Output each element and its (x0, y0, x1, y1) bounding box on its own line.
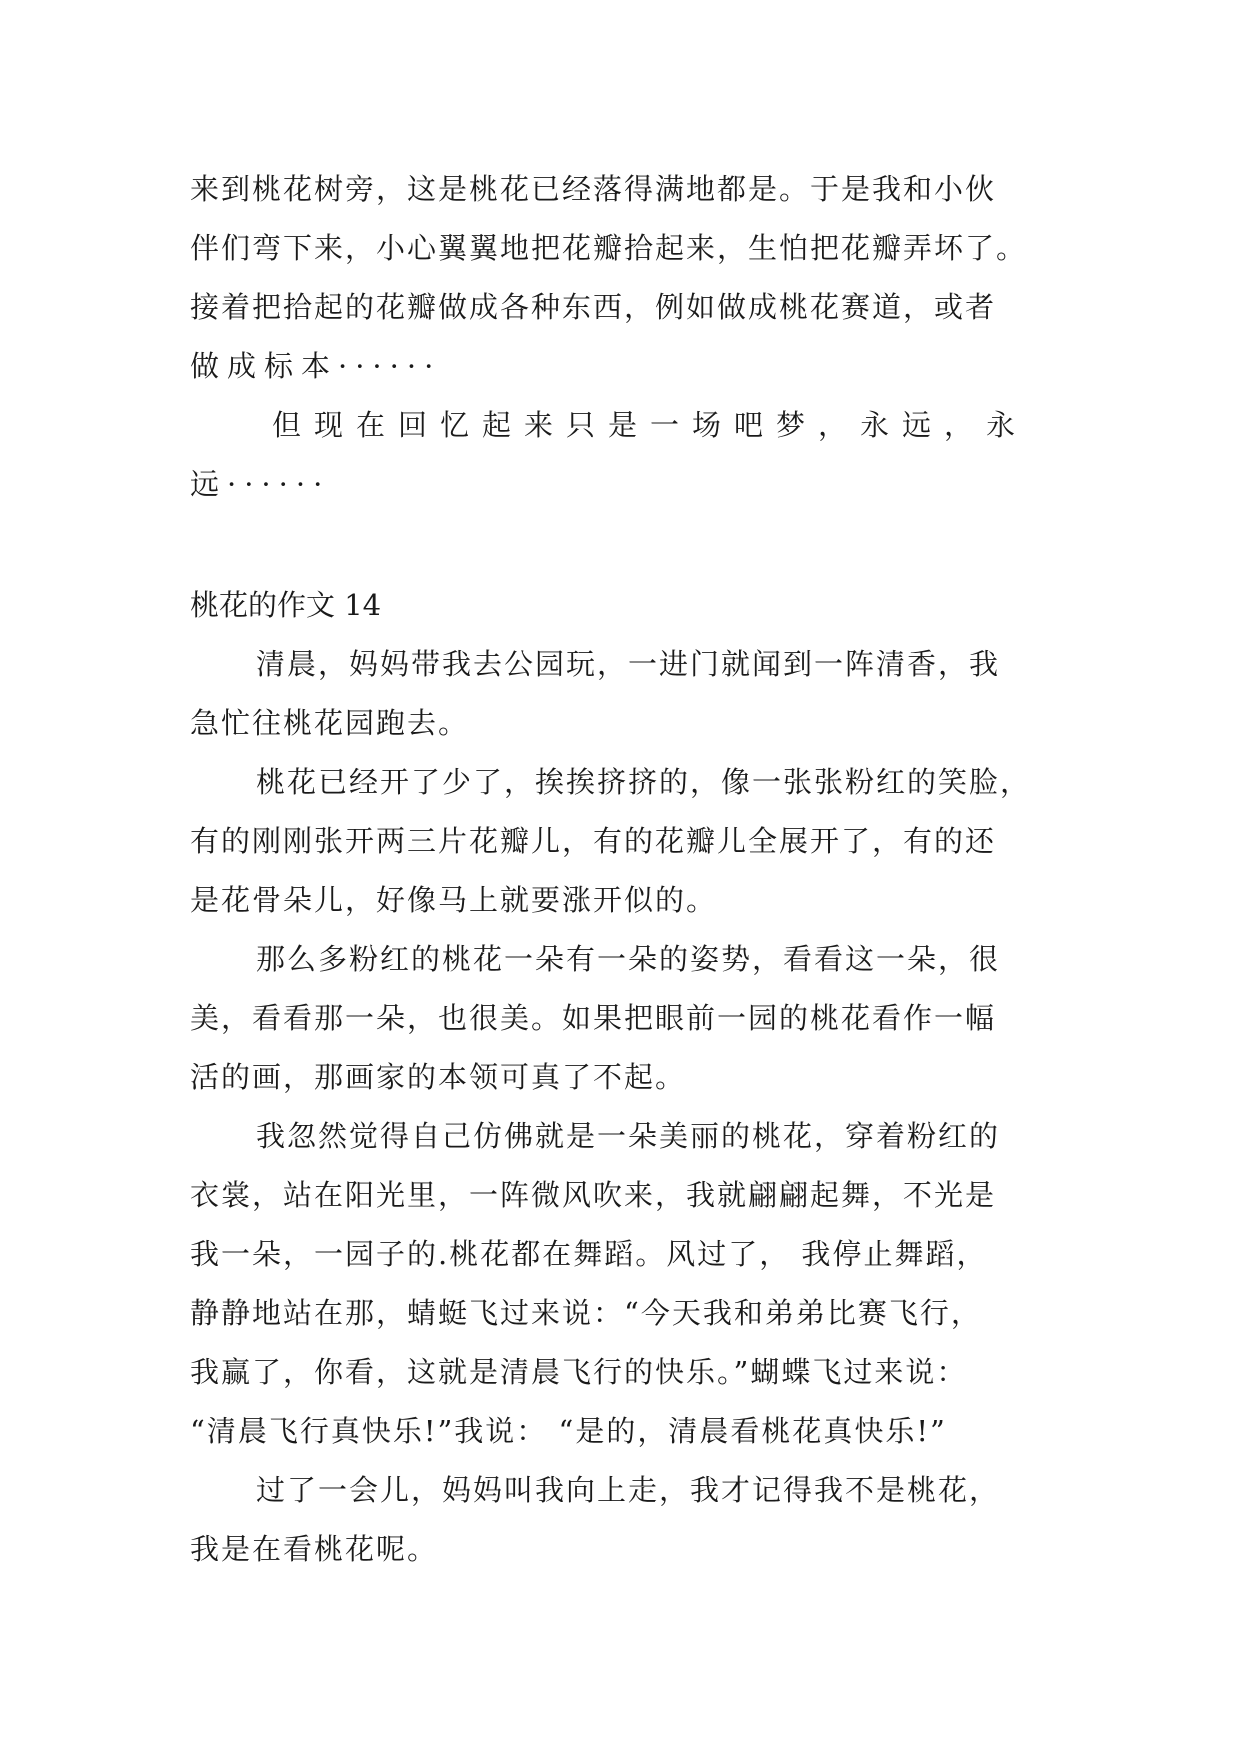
text-line: 伴们弯下来，小心翼翼地把花瓣拾起来，生怕把花瓣弄坏了。 (190, 231, 1028, 265)
text-line: 清晨，妈妈带我去公园玩，一进门就闻到一阵清香，我 (256, 647, 1001, 681)
text-line: 活的画，那画家的本领可真了不起。 (190, 1060, 687, 1094)
text-line: 我赢了，你看，这就是清晨飞行的快乐。”蝴蝶飞过来说： (190, 1355, 968, 1389)
previous-essay-paragraph (190, 396, 1050, 514)
text-line: 过了一会儿，妈妈叫我向上走，我才记得我不是桃花， (256, 1473, 1001, 1507)
text-line: 我忽然觉得自己仿佛就是一朵美丽的桃花，穿着粉红的 (256, 1119, 1001, 1153)
text-line: 但现在回忆起来只是一场吧梦，永远，永 (272, 408, 1029, 442)
text-line: 做成标本······ (190, 349, 442, 383)
text-line: 我一朵，一园子的.桃花都在舞蹈。风过了， 我停止舞蹈， (190, 1237, 988, 1271)
text-line: 那么多粉红的桃花一朵有一朵的姿势，看看这一朵，很 (256, 942, 1001, 976)
previous-essay-paragraph (190, 160, 1050, 396)
text-line: 我是在看桃花呢。 (190, 1532, 439, 1566)
text-line: “清晨飞行真快乐!”我说： “是的，清晨看桃花真快乐!” (190, 1414, 947, 1448)
text-line: 急忙往桃花园跑去。 (190, 706, 470, 740)
text-line: 有的刚刚张开两三片花瓣儿，有的花瓣儿全展开了，有的还 (190, 824, 997, 858)
section-gap (190, 514, 1050, 576)
essay-paragraph (190, 1107, 1050, 1461)
essay-paragraph (190, 1461, 1050, 1579)
text-line: 远······ (190, 467, 331, 501)
text-line: 接着把拾起的花瓣做成各种东西，例如做成桃花赛道，或者 (190, 290, 997, 324)
text-line: 桃花已经开了少了，挨挨挤挤的，像一张张粉红的笑脸， (256, 765, 1032, 799)
document-page (190, 160, 1050, 1579)
text-line: 静静地站在那，蜻蜓飞过来说：“今天我和弟弟比赛飞行， (190, 1296, 982, 1330)
text-line: 是花骨朵儿，好像马上就要涨开似的。 (190, 883, 718, 917)
essay-paragraph (190, 635, 1050, 753)
essay-paragraph (190, 930, 1050, 1107)
text-line: 来到桃花树旁，这是桃花已经落得满地都是。于是我和小伙 (190, 172, 997, 206)
essay-title: 桃花的作文 14 (190, 588, 382, 622)
essay-paragraph (190, 753, 1050, 930)
text-line: 衣裳，站在阳光里，一阵微风吹来，我就翩翩起舞，不光是 (190, 1178, 997, 1212)
text-line: 美，看看那一朵，也很美。如果把眼前一园的桃花看作一幅 (190, 1001, 997, 1035)
